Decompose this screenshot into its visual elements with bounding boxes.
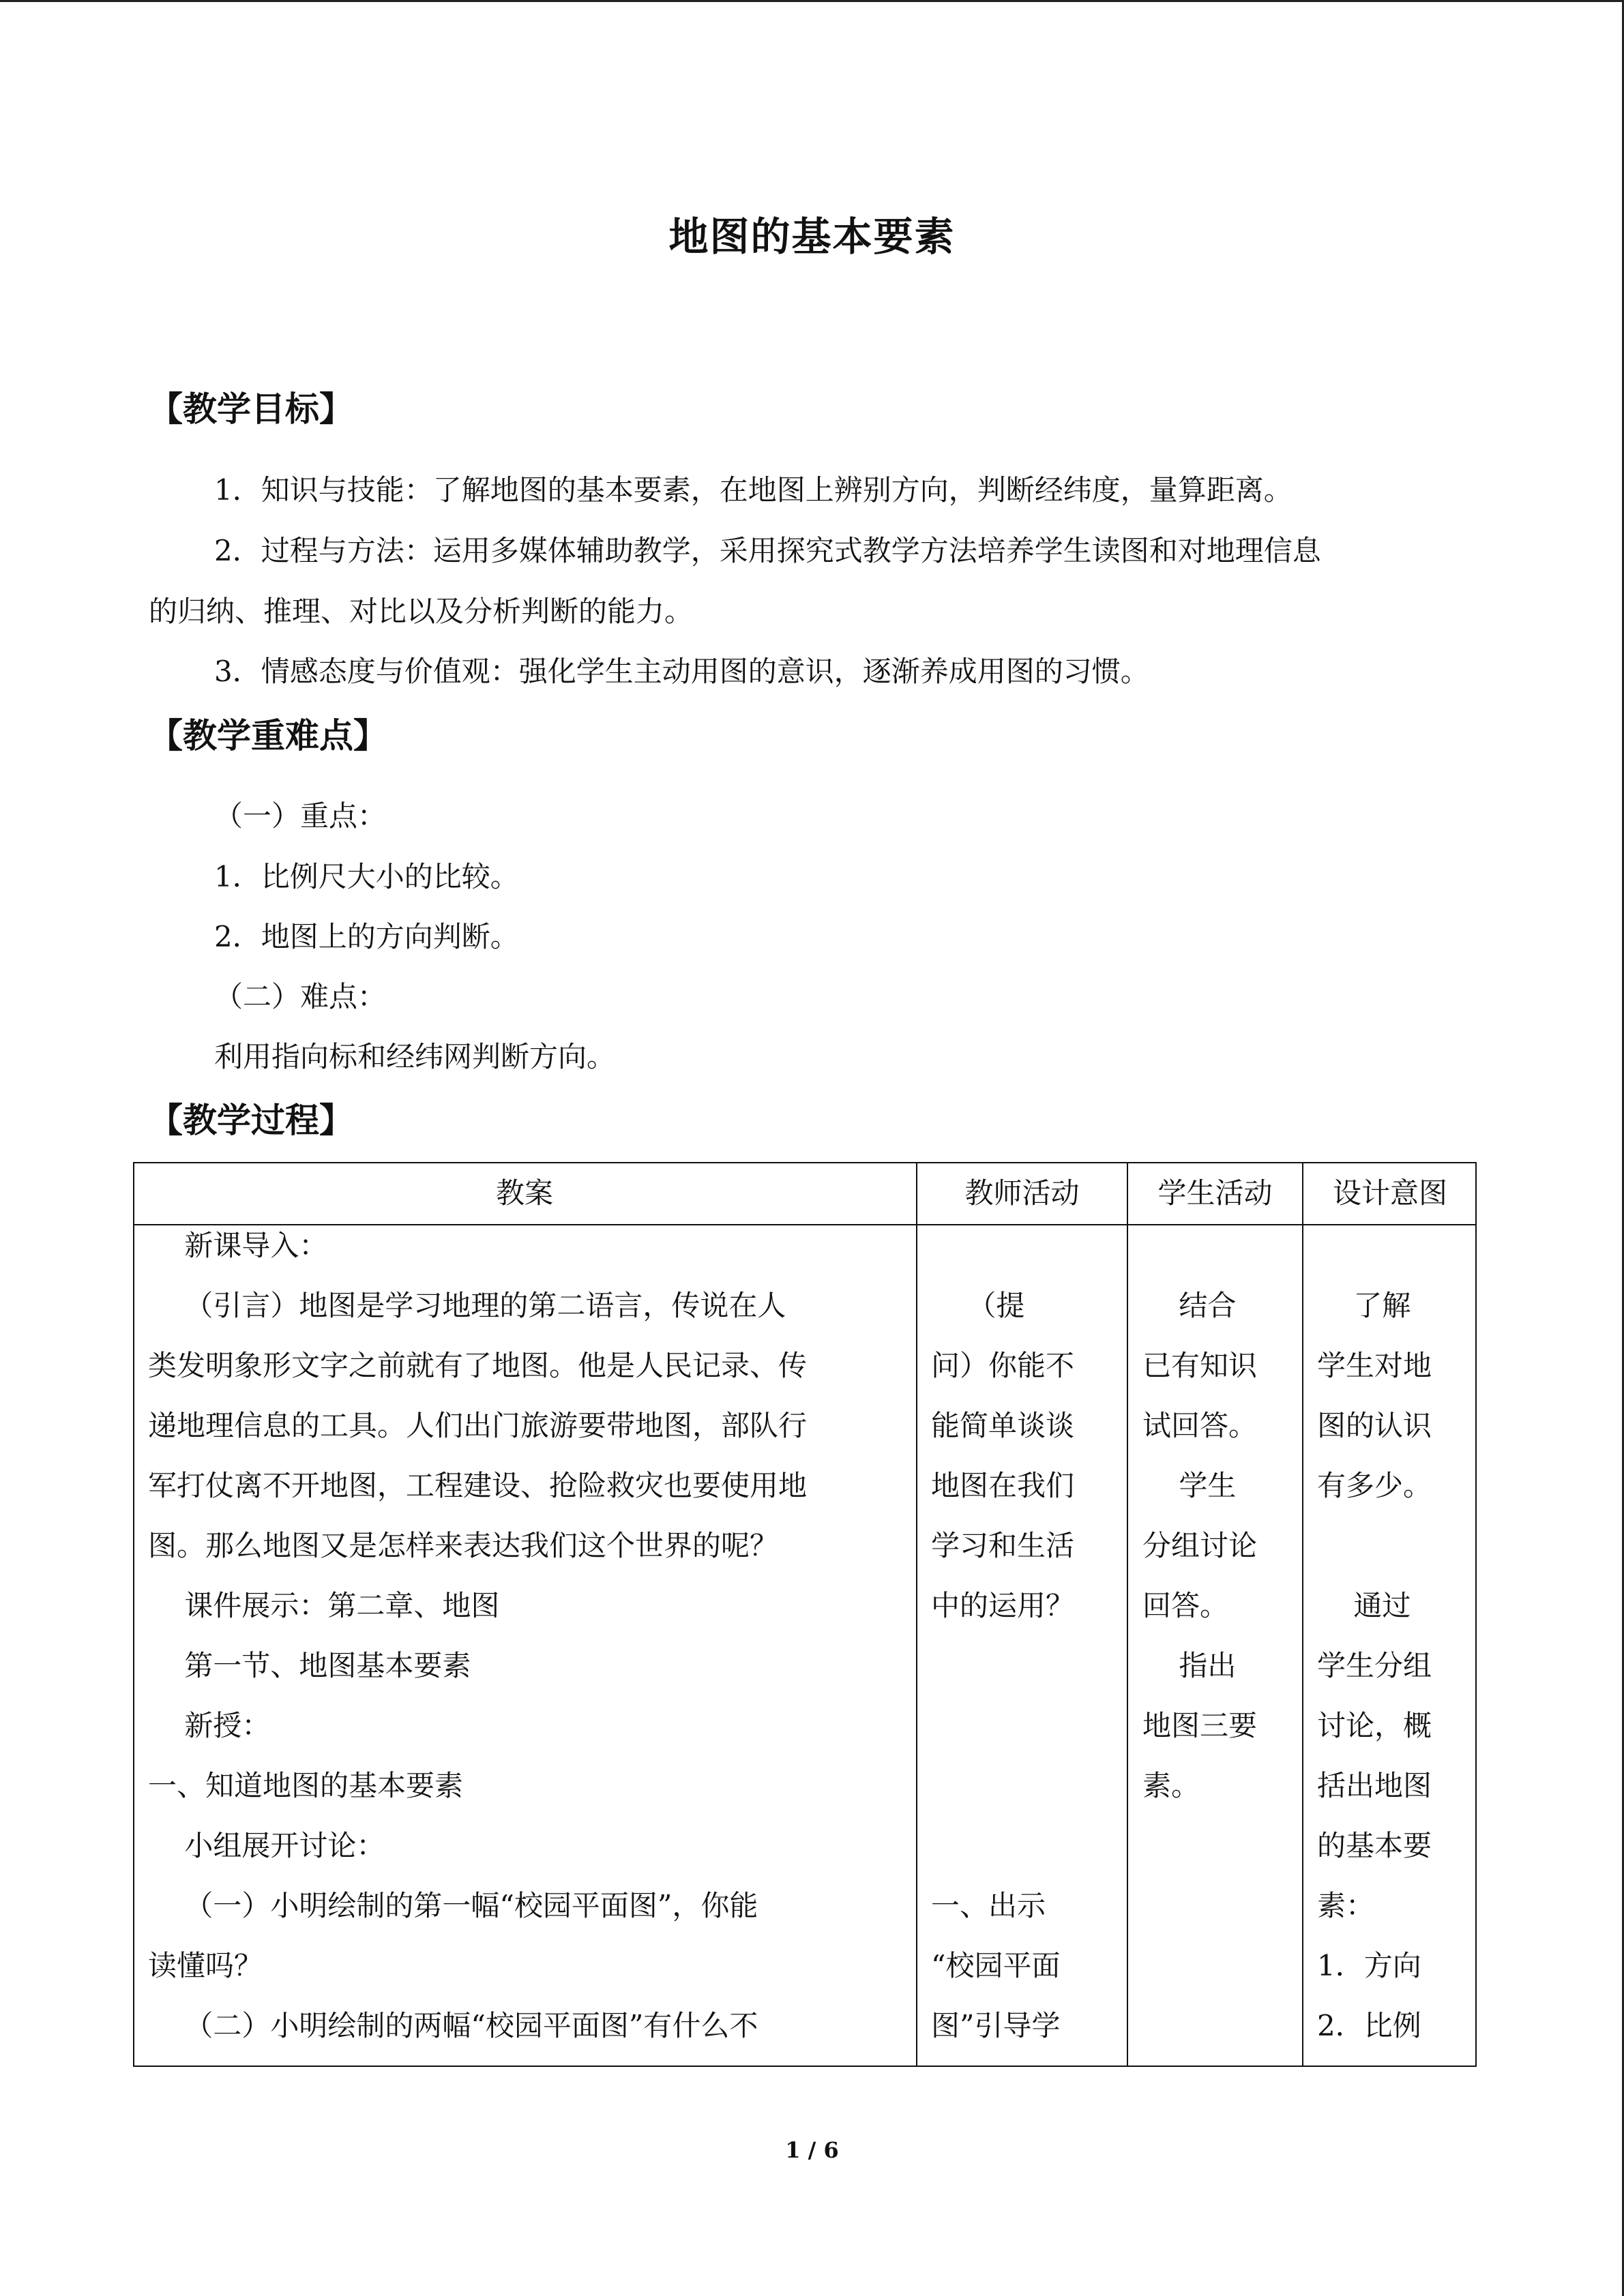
page-number: 1 / 6 [785, 2137, 839, 2163]
table-cell-line: 试回答。 [1142, 1409, 1258, 1442]
table-column-divider [1302, 1162, 1303, 2067]
table-cell-line: 学生分组 [1317, 1649, 1432, 1682]
table-cell-line: 素： [1317, 1889, 1375, 1922]
table-cell-line: 读懂吗？ [148, 1949, 263, 1982]
table-cell-line: 学生 [1142, 1469, 1237, 1502]
table-header-intent: 设计意图 [1332, 1176, 1447, 1210]
table-cell-line: 2．比例 [1317, 2009, 1421, 2042]
table-cell-line: 课件展示：第二章、地图 [148, 1589, 500, 1622]
keypoint-line: （二）难点： [214, 980, 387, 1013]
objective-line: 2．过程与方法：运用多媒体辅助教学，采用探究式教学方法培养学生读图和对地理信息 [214, 534, 1321, 567]
table-cell-line: 新课导入： [148, 1229, 328, 1262]
table-cell-line: 一、知道地图的基本要素 [148, 1769, 464, 1802]
table-cell-line: 递地理信息的工具。人们出门旅游要带地图，部队行 [148, 1409, 808, 1442]
table-cell-line: 中的运用？ [931, 1589, 1075, 1622]
objective-line: 3．情感态度与价值观：强化学生主动用图的意识，逐渐养成用图的习惯。 [214, 655, 1149, 688]
table-cell-line: 类发明象形文字之前就有了地图。他是人民记录、传 [148, 1349, 808, 1382]
objective-line: 的归纳、推理、对比以及分析判断的能力。 [149, 595, 694, 628]
keypoint-line: （一）重点： [214, 799, 387, 833]
table-header-plan: 教案 [495, 1176, 553, 1210]
table-cell-line: 地图三要 [1142, 1709, 1258, 1742]
table-cell-line: 通过 [1317, 1589, 1411, 1622]
heading-objectives: 【教学目标】 [149, 389, 353, 429]
table-cell-line: 分组讨论 [1142, 1529, 1258, 1562]
table-cell-line: 回答。 [1142, 1589, 1229, 1622]
table-header-divider [133, 1224, 1477, 1225]
objective-line: 1．知识与技能：了解地图的基本要素，在地图上辨别方向，判断经纬度，量算距离。 [214, 473, 1293, 507]
page-border-top [0, 0, 1624, 2]
table-cell-line: （提 [931, 1289, 1025, 1322]
heading-process: 【教学过程】 [149, 1100, 353, 1140]
table-cell-line: 学生对地 [1317, 1349, 1432, 1382]
table-cell-line: 结合 [1142, 1289, 1237, 1322]
table-cell-line: （一）小明绘制的第一幅“校园平面图”，你能 [148, 1889, 758, 1922]
keypoint-line: 2．地图上的方向判断。 [214, 920, 519, 953]
document-title: 地图的基本要素 [668, 213, 956, 260]
table-cell-line: 地图在我们 [931, 1469, 1075, 1502]
table-cell-line: （引言）地图是学习地理的第二语言，传说在人 [148, 1289, 786, 1322]
table-cell-line: 素。 [1142, 1769, 1200, 1802]
table-cell-line: 问）你能不 [931, 1349, 1075, 1382]
table-cell-line: 图的认识 [1317, 1409, 1432, 1442]
table-cell-line: 一、出示 [931, 1889, 1046, 1922]
table-cell-line: 讨论，概 [1317, 1709, 1432, 1742]
heading-keypoints: 【教学重难点】 [149, 715, 387, 756]
table-column-divider [1127, 1162, 1128, 2067]
table-cell-line: 指出 [1142, 1649, 1237, 1682]
table-cell-line: （二）小明绘制的两幅“校园平面图”有什么不 [148, 2009, 758, 2042]
table-cell-line: 1．方向 [1317, 1949, 1421, 1982]
table-cell-line: 括出地图 [1317, 1769, 1432, 1802]
table-header-teacher: 教师活动 [964, 1176, 1080, 1210]
table-cell-line: 第一节、地图基本要素 [148, 1649, 471, 1682]
keypoint-line: 利用指向标和经纬网判断方向。 [214, 1040, 616, 1073]
table-cell-line: 新授： [148, 1709, 271, 1742]
table-header-student: 学生活动 [1157, 1176, 1273, 1210]
table-cell-line: 能简单谈谈 [931, 1409, 1075, 1442]
table-cell-line: 学习和生活 [931, 1529, 1075, 1562]
keypoint-line: 1．比例尺大小的比较。 [214, 860, 519, 893]
table-cell-line: 图。那么地图又是怎样来表达我们这个世界的呢？ [148, 1529, 779, 1562]
table-cell-line: 军打仗离不开地图，工程建设、抢险救灾也要使用地 [148, 1469, 808, 1502]
table-cell-line: 的基本要 [1317, 1829, 1432, 1862]
table-cell-line: 图”引导学 [931, 2009, 1061, 2042]
table-cell-line: “校园平面 [931, 1949, 1061, 1982]
table-cell-line: 了解 [1317, 1289, 1411, 1322]
lesson-table [133, 1162, 1477, 2067]
table-cell-line: 已有知识 [1142, 1349, 1258, 1382]
table-column-divider [916, 1162, 917, 2067]
table-cell-line: 小组展开讨论： [148, 1829, 385, 1862]
table-cell-line: 有多少。 [1317, 1469, 1432, 1502]
